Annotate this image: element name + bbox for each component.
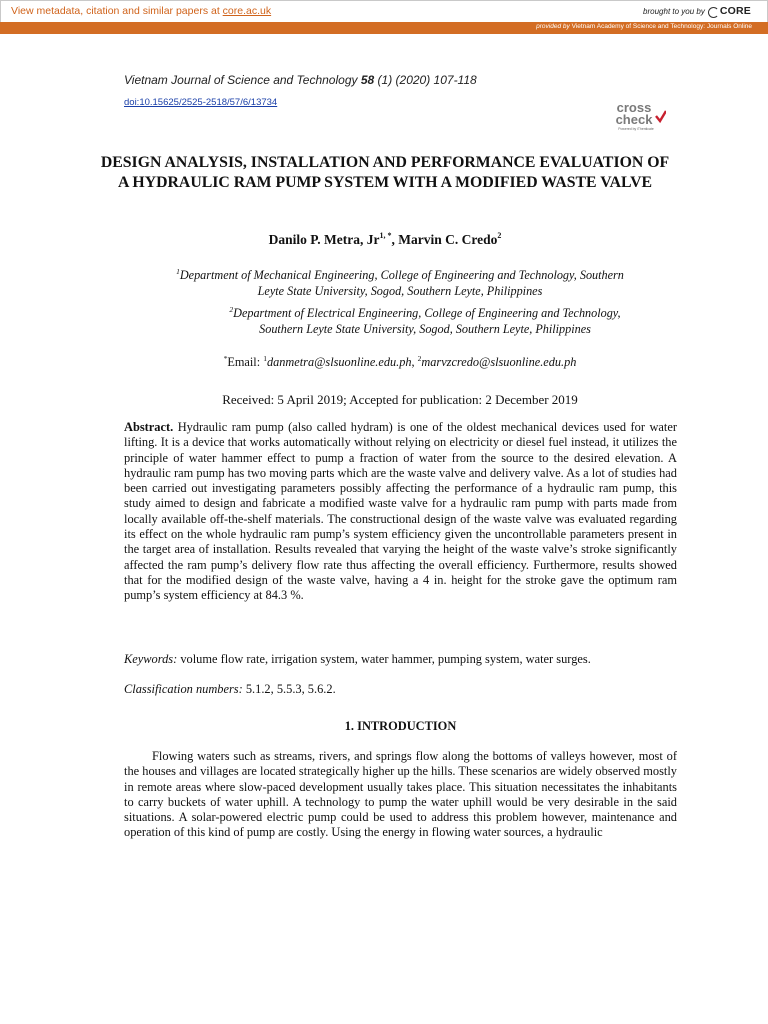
introduction-paragraph: Flowing waters such as streams, rivers, and springs flow along the bottoms of valleys however, most of the houses and villages are located strategically higher up the hills. These scenarios are widely observed mostly in remote areas where slow-paced development usually takes place. This situation necessitates the inhabitants to carry buckets of water uphill. A technology to pump the water uphill would be very desirable in the said situations. A solar-powered electric pump could be used to address this problem however, maintenance and operation of this kind of pump are costly. Using the energy in flowing water sources, a hydraulic	[124, 749, 677, 840]
author-list	[100, 231, 670, 248]
affiliation-2-mark: 2	[229, 305, 234, 314]
crosscheck-check-icon	[656, 111, 666, 121]
affiliation-1	[100, 264, 700, 299]
corresponding-email	[130, 354, 670, 370]
affiliation-2-line2: Southern Leyte State University, Sogod, Southern Leyte, Philippines	[259, 321, 591, 336]
core-metadata-notice	[11, 5, 271, 17]
email-2-address[interactable]: marvzcredo@slsuonline.edu.ph	[421, 355, 577, 369]
brought-to-you-label: brought to you by	[643, 6, 705, 16]
email-label: Email:	[227, 355, 264, 369]
provided-by-label: provided by	[536, 23, 570, 30]
journal-issue-pages: (1) (2020) 107-118	[374, 73, 477, 87]
received-dates: Received: 5 April 2019; Accepted for publication: 2 December 2019	[222, 392, 578, 407]
doi-link[interactable]: doi:10.15625/2525-2518/57/6/13734	[124, 97, 278, 108]
core-logo-text: CORE	[719, 5, 751, 17]
author-1: Danilo P. Metra, Jr	[268, 232, 380, 247]
author-2-affil: 2	[497, 231, 502, 240]
crosscheck-logo[interactable]	[604, 100, 666, 132]
section-heading-introduction: 1. INTRODUCTION	[344, 719, 457, 733]
email-star: *	[223, 354, 228, 363]
author-2: Marvin C. Credo	[398, 232, 498, 247]
crosscheck-tagline: Powered by iThenticate	[618, 127, 654, 131]
paper-title: DESIGN ANALYSIS, INSTALLATION AND PERFORMANCE EVALUATION OF A HYDRAULIC RAM PUMP SYSTEM WITH A MODIFIED WASTE VALVE	[100, 154, 670, 191]
classification-text: 5.1.2, 5.5.3, 5.6.2.	[242, 682, 336, 696]
core-logo-icon	[708, 6, 717, 17]
affiliation-1-mark: 1	[176, 267, 180, 276]
classification-numbers	[124, 682, 677, 697]
journal-name: Vietnam Journal of Science and Technology	[124, 73, 361, 87]
email-2-mark: 2	[417, 354, 422, 363]
journal-citation	[124, 73, 477, 87]
keywords-text: volume flow rate, irrigation system, water hammer, pumping system, water surges.	[177, 652, 591, 666]
email-1-address[interactable]: danmetra@slsuonline.edu.ph	[266, 355, 412, 369]
abstract-text: Hydraulic ram pump (also called hydram) is one of the oldest mechanical devices used for water lifting. It is a device that works automatically without relying on electricity or diesel fuel instead, it utilizes the principle of water hammer effect to pump a fraction of water from the source to the desired elevation. A hydraulic ram pump has two moving parts which are the waste valve and delivery valve. As a lot of studies had been carried out investigating parameters possibly affecting the performance of a hydraulic ram pump, this study aimed to design and fabricate a modified waste valve for a hydraulic ram pump with parts made from locally available off-the-shelf materials. The constructional design of the waste valve was evaluated regarding its effect on the whole hydraulic ram pump’s system efficiency given the uncontrollable parameters present in the target area of installation. Results revealed that varying the height of the waste valve’s stroke significantly affected the ram pump’s delivery flow rate thus affecting the overall efficiency. Furthermore, results showed that for the modified design of the waste valve, having a 4 in. height for the stroke gave the optimum ram pump’s system efficiency at 84.3 %.	[124, 420, 677, 603]
provided-by-source: Vietnam Academy of Science and Technology: Journals Online	[569, 23, 752, 30]
affiliation-1-line1: Department of Mechanical Engineering, College of Engineering and Technology, Southern	[179, 268, 624, 282]
journal-volume: 58	[360, 73, 375, 87]
author-separator: ,	[391, 232, 399, 247]
email-separator: ,	[411, 355, 418, 369]
core-brand[interactable]	[643, 5, 751, 17]
email-1-mark: 1	[263, 354, 267, 363]
abstract	[124, 420, 677, 604]
classification-label: Classification numbers:	[124, 682, 243, 696]
core-link[interactable]: core.ac.uk	[222, 5, 272, 17]
keywords-label: Keywords:	[124, 652, 178, 666]
provided-by-bar	[0, 22, 768, 34]
core-banner	[0, 0, 768, 22]
crosscheck-line1: cross	[616, 100, 652, 115]
keywords	[124, 652, 677, 667]
affiliation-2-line1: Department of Electrical Engineering, College of Engineering and Technology,	[233, 306, 621, 320]
affiliation-1-line2: Leyte State University, Sogod, Southern Leyte, Philippines	[257, 283, 543, 298]
core-link-prefix: View metadata, citation and similar papers at	[11, 5, 223, 17]
author-1-affil: 1, *	[379, 231, 392, 240]
provided-by-text[interactable]	[536, 23, 752, 30]
abstract-label: Abstract.	[124, 420, 174, 434]
affiliation-2	[130, 302, 720, 337]
crosscheck-line2: check	[615, 112, 653, 127]
